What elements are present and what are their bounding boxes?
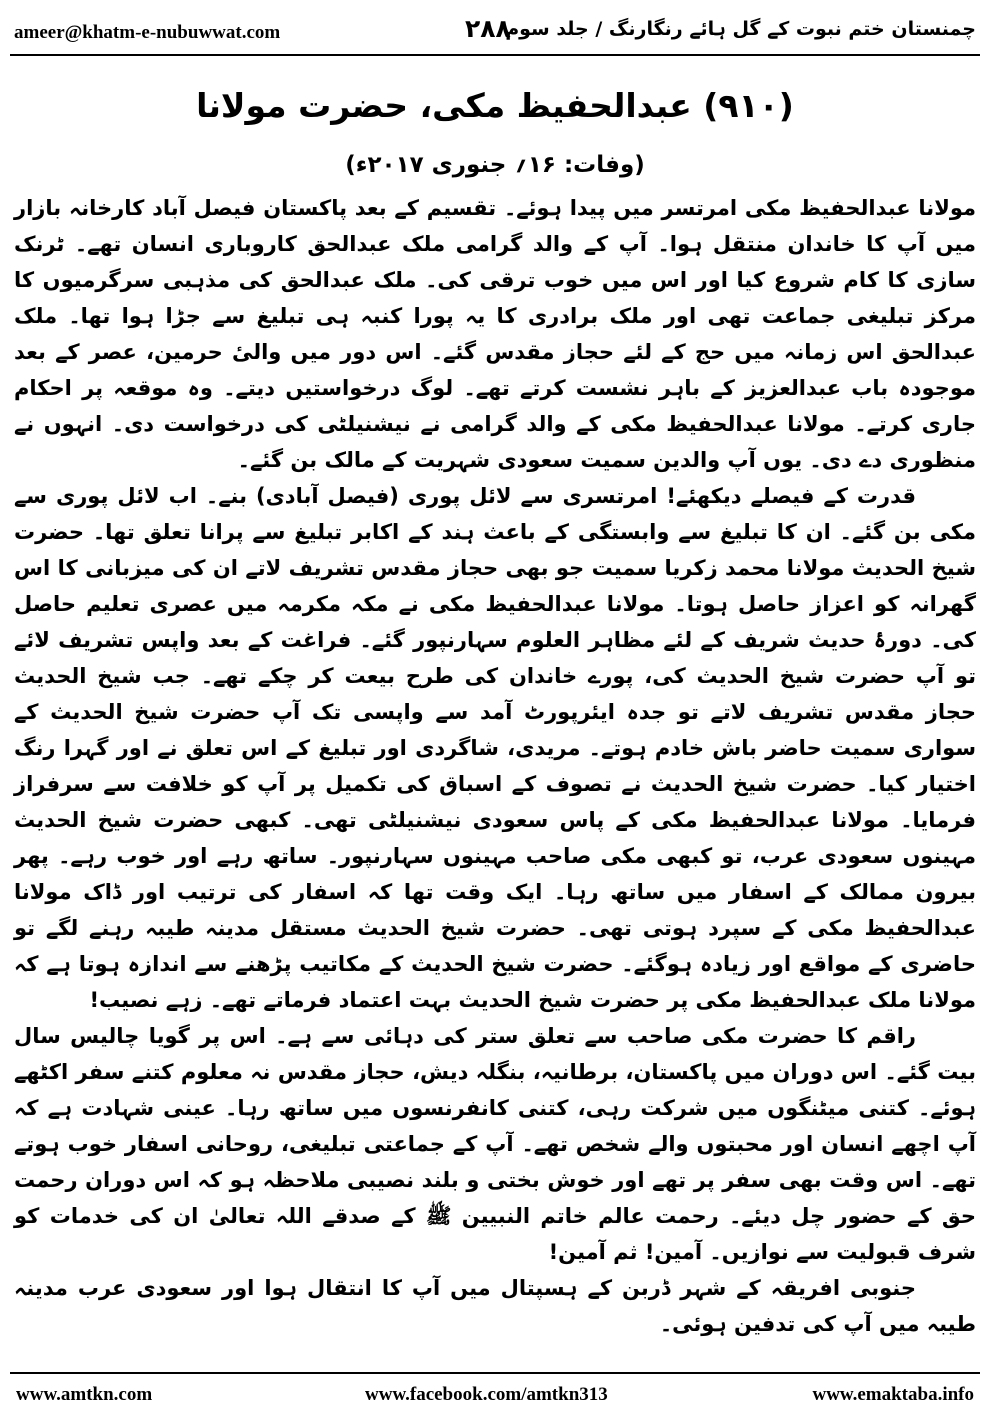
header-email: ameer@khatm-e-nubuwwat.com xyxy=(14,22,281,43)
footer-link-amtkn[interactable]: www.amtkn.com xyxy=(16,1384,153,1405)
book-title: چمنستان ختم نبوت کے گل ہائے رنگارنگ / جلد سوم xyxy=(505,18,976,40)
paragraph-4: جنوبی افریقہ کے شہر ڈربن کے ہسپتال میں آپ کا انتقال ہوا اور سعودی عرب مدینہ طیبہ میں آپ کی تدفین ہوئی۔ xyxy=(14,1276,976,1336)
footer-link-facebook[interactable]: www.facebook.com/amtkn313 xyxy=(365,1384,608,1405)
paragraph-1: مولانا عبدالحفیظ مکی امرتسر میں پیدا ہوئے۔ تقسیم کے بعد پاکستان فیصل آباد کارخانہ بازار میں آپ کا خاندان منتقل ہوا۔ آپ کے والد گرامی ملک عبدالحق کاروباری انسان تھے۔ ٹرنک سازی کا کام شروع کیا اور اس میں خوب ترقی کی۔ ملک عبدالحق کی مذہبی سرگرمیوں کا مرکز تبلیغی جماعت تھی اور ملک برادری کا یہ پورا کنبہ ہی تبلیغ سے جڑا ہوا تھا۔ ملک عبدالحق اس زمانہ میں حج کے لئے حجاز مقدس گئے۔ اس دور میں والیٔ حرمین، عصر کے بعد موجودہ باب عبدالعزیز کے باہر نشست کرتے تھے۔ لوگ درخواستیں دیتے۔ وہ موقعہ پر احکام جاری کرتے۔ مولانا عبدالحفیظ مکی کے والد گرامی نے نیشنیلٹی کی درخواست دی۔ انہوں نے منظوری دے دی۔ یوں آپ والدین سمیت سعودی شہریت کے مالک بن گئے۔ xyxy=(14,196,976,472)
paragraph-3: راقم کا حضرت مکی صاحب سے تعلق ستر کی دہائی سے ہے۔ اس پر گویا چالیس سال بیت گئے۔ اس دوران میں پاکستان، برطانیہ، بنگلہ دیش، حجاز مقدس نہ معلوم کتنے سفر اکٹھے ہوئے۔ کتنی میٹنگوں میں شرکت رہی، کتنی کانفرنسوں میں ساتھ رہا۔ عینی شہادت ہے کہ آپ اچھے انسان اور محبتوں والے شخص تھے۔ آپ کے جماعتی تبلیغی، روحانی اسفار خوب ہوتے تھے۔ اس وقت بھی سفر پر تھے اور خوش بختی و بلند نصیبی ملاحظہ ہو کہ اس دوران رحمت حق کے حضور چل دیئے۔ رحمت عالم خاتم النبیین ﷺ کے صدقے اللہ تعالیٰ ان کی خدمات کو شرف قبولیت سے نوازیں۔ آمین! ثم آمین! xyxy=(14,1024,976,1264)
page-header xyxy=(10,8,980,56)
death-date: (وفات: ۱۶؍ جنوری ۲۰۱۷ء) xyxy=(345,152,645,178)
page-number: ۲۸۸ xyxy=(465,14,511,43)
page-footer xyxy=(10,1372,980,1416)
body-text xyxy=(14,190,976,1342)
footer-link-emaktaba[interactable]: www.emaktaba.info xyxy=(812,1384,974,1405)
chapter-title: (۹۱۰) عبدالحفیظ مکی، حضرت مولانا xyxy=(196,86,794,125)
paragraph-2: قدرت کے فیصلے دیکھئے! امرتسری سے لائل پوری (فیصل آبادی) بنے۔ اب لائل پوری سے مکی بن گئے۔ ان کا تبلیغ سے وابستگی کے باعث ہند کے اکابر تبلیغ سے پرانا تعلق تھا۔ حضرت شیخ الحدیث مولانا محمد زکریا سمیت جو بھی حجاز مقدس تشریف لاتے ان کی میزبانی کا اس گھرانہ کو اعزاز حاصل ہوتا۔ مولانا عبدالحفیظ مکی نے مکہ مکرمہ میں عصری تعلیم حاصل کی۔ دورۂ حدیث شریف کے لئے مظاہر العلوم سہارنپور گئے۔ فراغت کے بعد واپس تشریف لائے تو آپ حضرت شیخ الحدیث کی، پورے خاندان کی طرح بیعت کر چکے تھے۔ جب شیخ الحدیث حجاز مقدس تشریف لاتے تو جدہ ایئرپورٹ آمد سے واپسی تک آپ حضرت شیخ الحدیث کے سواری سمیت حاضر باش خادم ہوتے۔ مریدی، شاگردی اور تبلیغ کے اس تعلق نے اور گہرا رنگ اختیار کیا۔ حضرت شیخ الحدیث نے تصوف کے اسباق کی تکمیل پر آپ کو خلافت سے سرفراز فرمایا۔ مولانا عبدالحفیظ مکی کے پاس سعودی نیشنیلٹی تھی۔ کبھی حضرت شیخ الحدیث مہینوں سعودی عرب، تو کبھی مکی صاحب مہینوں سہارنپور۔ ساتھ رہے اور خوب رہے۔ پھر بیرون ممالک کے اسفار میں ساتھ رہا۔ ایک وقت تھا کہ اسفار کی ترتیب اور ڈاک مولانا عبدالحفیظ مکی کے سپرد ہوتی تھی۔ حضرت شیخ الحدیث مستقل مدینہ طیبہ رہنے لگے تو حاضری کے مواقع اور زیادہ ہوگئے۔ حضرت شیخ الحدیث کے مکاتیب پڑھنے سے اندازہ ہوتا ہے کہ مولانا ملک عبدالحفیظ مکی پر حضرت شیخ الحدیث بہت اعتماد فرماتے تھے۔ زہے نصیب! xyxy=(14,484,976,1012)
